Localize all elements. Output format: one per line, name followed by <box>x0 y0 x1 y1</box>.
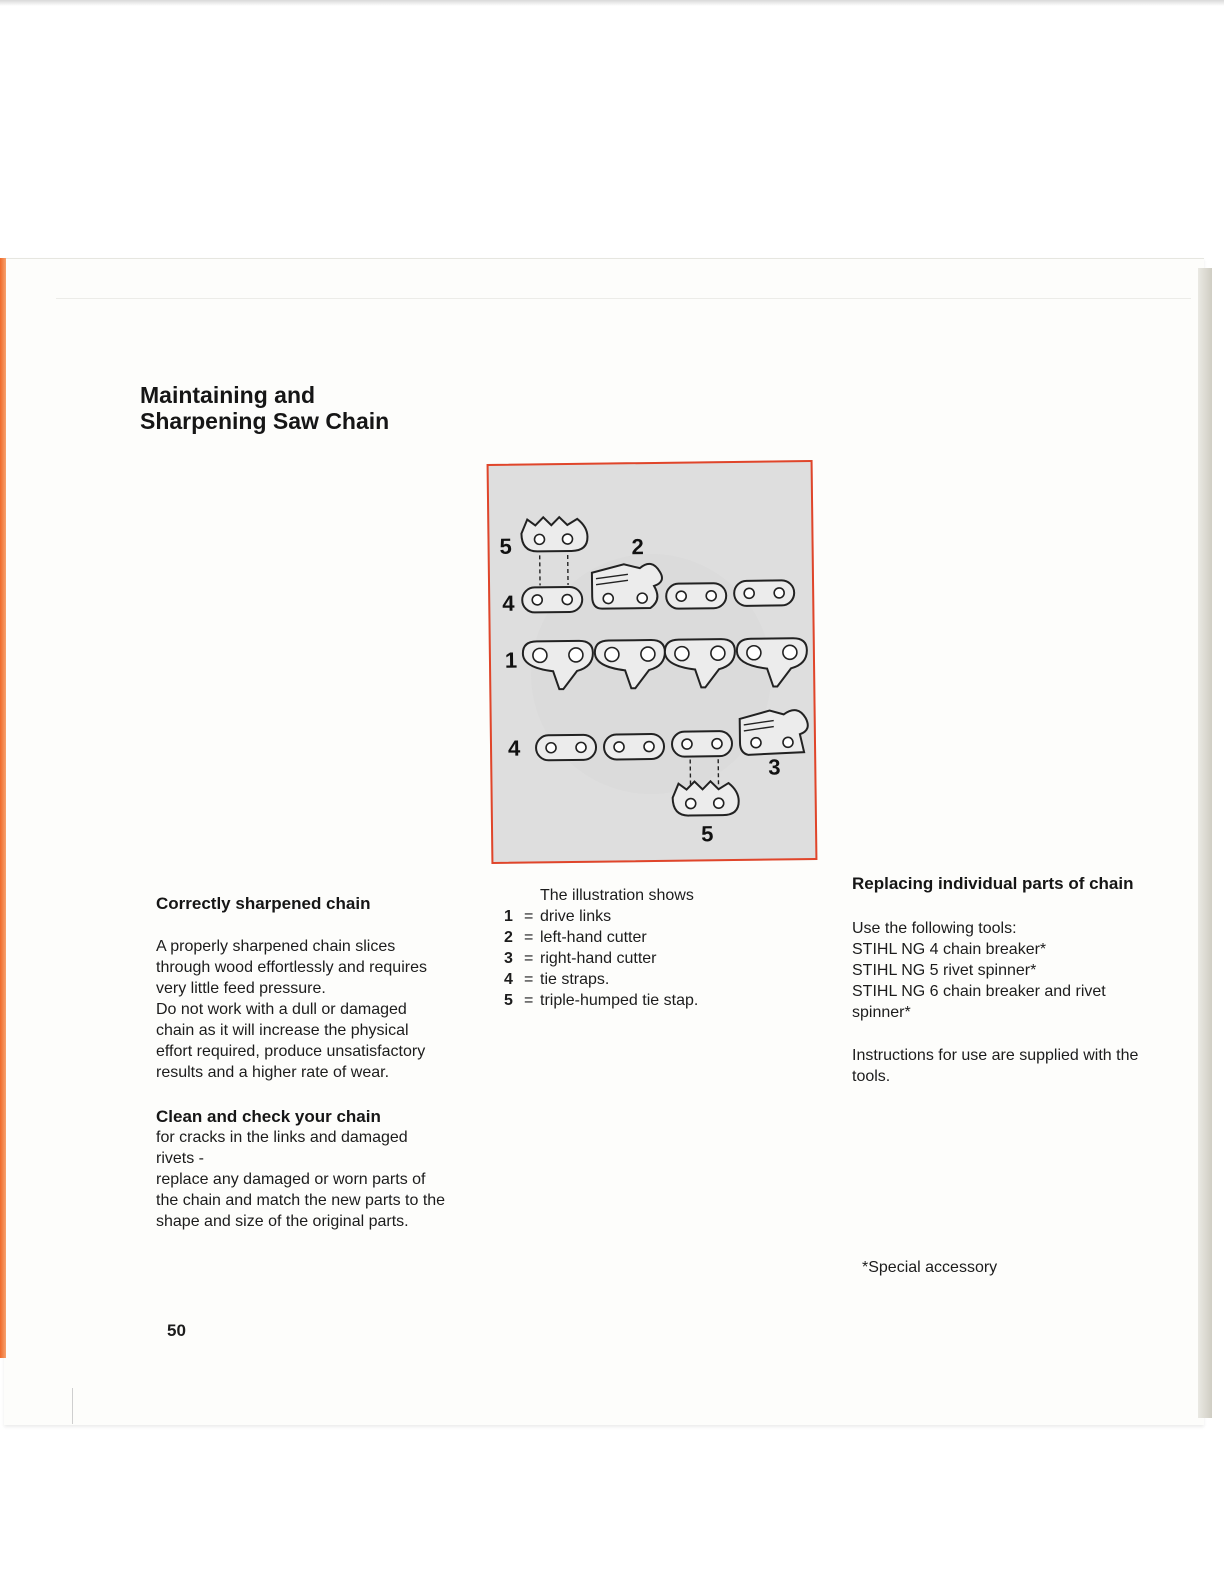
callout-4-upper: 4 <box>502 590 515 616</box>
legend-equals: = <box>524 971 534 988</box>
inner-page-edge-left <box>72 1388 73 1424</box>
legend-text: drive links <box>540 908 612 925</box>
tie-strap-humped-top <box>521 517 587 552</box>
tie-strap-lower <box>672 731 732 757</box>
right-column <box>852 874 1182 1087</box>
orange-page-edge <box>0 258 6 1358</box>
tie-strap-lower <box>536 735 596 761</box>
legend-number: 1 <box>504 908 513 925</box>
legend-item <box>504 969 804 990</box>
page-title <box>140 382 560 434</box>
legend-text: tie straps. <box>540 971 610 988</box>
page-number: 50 <box>167 1321 186 1340</box>
title-line-2: Sharpening Saw Chain <box>140 408 390 434</box>
tie-strap-upper <box>666 583 726 609</box>
left-column <box>156 894 486 1232</box>
legend-equals: = <box>524 908 534 925</box>
section-heading-sharpened: Correctly sharpened chain <box>156 894 371 913</box>
paragraph-line: effort required, produce unsatisfactory <box>156 1043 426 1060</box>
legend-equals: = <box>524 992 534 1009</box>
paragraph-line: tools. <box>852 1068 891 1085</box>
legend-number: 5 <box>504 992 513 1009</box>
tool-item: spinner* <box>852 1004 911 1021</box>
paragraph-line: Instructions for use are supplied with the <box>852 1047 1139 1064</box>
tool-item: STIHL NG 6 chain breaker and rivet <box>852 983 1106 1000</box>
tie-strap-upper <box>522 587 582 613</box>
callout-2: 2 <box>631 534 644 560</box>
legend-item <box>504 927 804 948</box>
legend-intro: The illustration shows <box>540 887 694 904</box>
footnote: *Special accessory <box>862 1259 998 1276</box>
tie-strap-lower <box>604 734 664 760</box>
right-hand-cutter <box>740 710 809 755</box>
saw-chain-illustration <box>487 460 818 864</box>
legend-number: 3 <box>504 950 513 967</box>
left-hand-cutter <box>592 564 663 609</box>
legend-number: 2 <box>504 929 513 946</box>
callout-1: 1 <box>504 647 518 673</box>
tie-strap-upper <box>734 580 794 606</box>
legend-item <box>504 948 804 969</box>
callout-4-lower: 4 <box>507 735 521 761</box>
paragraph-line: very little feed pressure. <box>156 980 326 997</box>
tool-item: STIHL NG 4 chain breaker* <box>852 941 1047 958</box>
section-heading-clean-check: Clean and check your chain <box>156 1107 381 1126</box>
legend-number: 4 <box>504 971 513 988</box>
callout-5-top: 5 <box>499 533 512 559</box>
legend-text: triple-humped tie stap. <box>540 992 699 1009</box>
section-heading-replacing: Replacing individual parts of chain <box>852 874 1134 893</box>
paragraph-line: chain as it will increase the physical <box>156 1022 409 1039</box>
paragraph-line: shape and size of the original parts. <box>156 1213 409 1230</box>
callout-3: 3 <box>768 754 781 780</box>
legend-item <box>504 990 804 1011</box>
paragraph-line: through wood effortlessly and requires <box>156 959 427 976</box>
paragraph-line: replace any damaged or worn parts of <box>156 1171 426 1188</box>
legend-equals: = <box>524 929 534 946</box>
legend-text: right-hand cutter <box>540 950 657 967</box>
paragraph-line: for cracks in the links and damaged <box>156 1129 408 1146</box>
paragraph-line: results and a higher rate of wear. <box>156 1064 390 1081</box>
legend-text: left-hand cutter <box>540 929 647 946</box>
paragraph-line: rivets - <box>156 1150 204 1167</box>
inner-page-edge <box>56 298 1191 299</box>
tie-strap-humped-bottom <box>672 781 738 816</box>
paragraph-line: A properly sharpened chain slices <box>156 938 396 955</box>
legend-item <box>504 906 804 927</box>
paragraph-line: Do not work with a dull or damaged <box>156 1001 407 1018</box>
chain-diagram <box>489 462 816 862</box>
legend-equals: = <box>524 950 534 967</box>
tool-item: STIHL NG 5 rivet spinner* <box>852 962 1037 979</box>
page-right-edge <box>1198 268 1212 1418</box>
figure-legend <box>504 885 804 1011</box>
scan-top-shadow <box>0 0 1224 6</box>
paragraph-line: Use the following tools: <box>852 920 1017 937</box>
title-line-1: Maintaining and <box>140 382 316 408</box>
paragraph-line: the chain and match the new parts to the <box>156 1192 446 1209</box>
callout-5-bottom: 5 <box>700 821 714 847</box>
